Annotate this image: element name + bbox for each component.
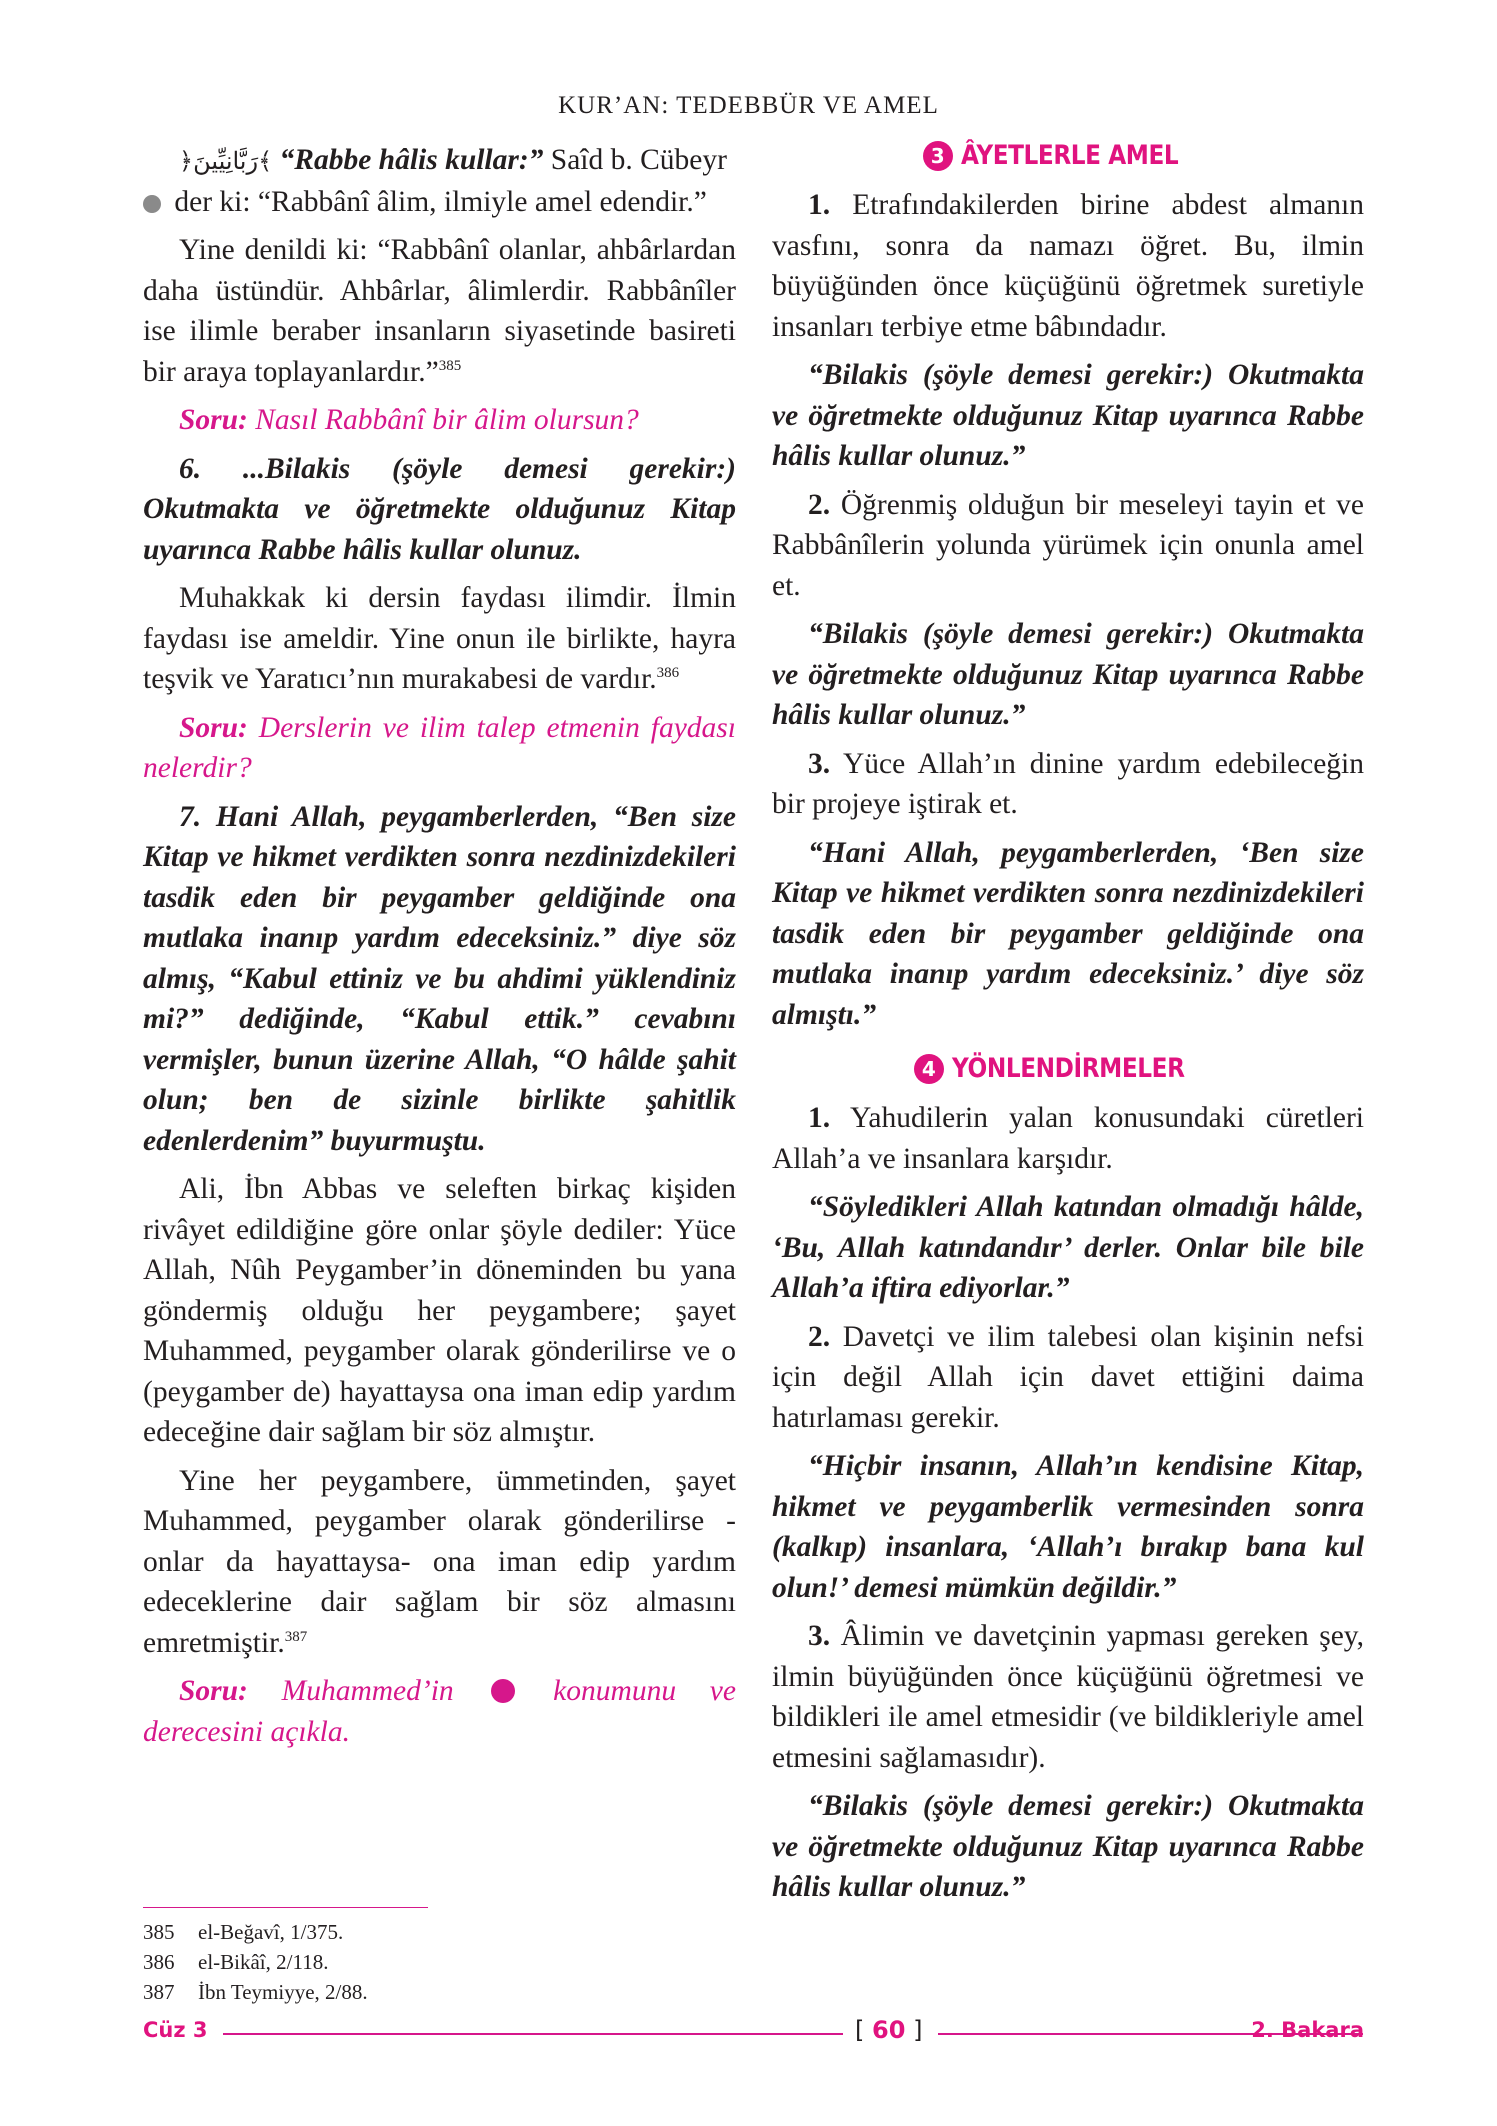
- section-number-badge: 3: [923, 141, 953, 171]
- footnotes: [143, 1917, 368, 2007]
- right-column: [772, 140, 1364, 1916]
- footnote-ref[interactable]: 386: [656, 665, 680, 682]
- section-header-3: [772, 140, 1364, 171]
- list-item: 2. Davetçi ve ilim talebesi olan kişinin nefsi için değil Allah için davet ettiğini daima hatırlaması gerekir.: [772, 1320, 1364, 1434]
- paragraph-text: der ki: “Rabbânî âlim, ilmiyle amel edendir.”: [167, 185, 707, 218]
- footer-rule: [223, 2033, 843, 2035]
- paragraph-rabbani-definition: [143, 140, 736, 222]
- surah-label: 2. Bakara: [1251, 2018, 1364, 2042]
- footnote: 386 el-Bikâî, 2/118.: [143, 1950, 329, 1974]
- list-item: 3. Yüce Allah’ın dinine yardım edebileceğin bir projeye iştirak et.: [772, 747, 1364, 820]
- page-number: [ 60 ]: [855, 2016, 923, 2044]
- paragraph: Ali, İbn Abbas ve seleften birkaç kişiden rivâyet edildiğine göre onlar şöyle dediler: Yüce Allah, Nûh Peygamber’in döneminden bu yana göndermiş olduğu her peygambere; şayet Muhammed, peygamber olarak gönderilirse ve o (peygamber de) hayattaysa ona iman edip yardım edeceğine dair sağlam bir söz almıştır.: [143, 1173, 736, 1448]
- list-item: 1. Yahudilerin yalan konusundaki cüretleri Allah’a ve insanlara karşıdır.: [772, 1102, 1364, 1175]
- question: Soru: Derslerin ve ilim talep etmenin faydası nelerdir?: [143, 711, 736, 784]
- left-column: [143, 140, 736, 1760]
- paragraph: Muhakkak ki dersin faydası ilimdir. İlmin faydası ise ameldir. Yine onun ile birlikte, hayra teşvik ve Yaratıcı’nın murakabesi de vardır.$^{386}$: [143, 582, 736, 695]
- page-footer: [143, 2016, 1364, 2050]
- section-number-badge: 4: [914, 1054, 944, 1084]
- verse-quote: “Hiçbir insanın, Allah’ın kendisine Kitap, hikmet ve peygamberlik vermesinden sonra (kalkıp) insanlara, ‘Allah’ı bırakıp bana kul olun!’ demesi mümkün değildir.”: [772, 1450, 1364, 1604]
- section-title: YÖNLENDİRMELER: [951, 1053, 1185, 1084]
- verse-quote: “Bilakis (şöyle demesi gerekir:) Okutmakta ve öğretmekte olduğunuz Kitap uyarınca Rabbe hâlis kullar olunuz.”: [772, 1790, 1364, 1903]
- list-item: 1. Etrafındakilerden birine abdest almanın vasfını, sonra da namazı öğret. Bu, ilmin büyüğünden önce küçüğünü öğretmek suretiyle insanları terbiye etme bâbındadır.: [772, 189, 1364, 343]
- verse-quote: “Söyledikleri Allah katından olmadığı hâlde, ‘Bu, Allah katındandır’ derler. Onlar bile bile Allah’a iftira ediyorlar.”: [772, 1191, 1364, 1304]
- list-item: 3. Âlimin ve davetçinin yapması gereken şey, ilmin büyüğünden önce küçüğünü öğretmesi ve bildikleri ile amel etmesidir (ve bildikleriyle amel etmesini sağlamasıdır).: [772, 1620, 1364, 1774]
- term-translation: “Rabbe hâlis kullar:”: [279, 144, 544, 176]
- footnote: 387 İbn Teymiyye, 2/88.: [143, 1980, 368, 2004]
- question: Soru: Muhammed’in konumunu ve derecesini açıkla.: [143, 1675, 736, 1748]
- verse-quote: “Bilakis (şöyle demesi gerekir:) Okutmakta ve öğretmekte olduğunuz Kitap uyarınca Rabbe hâlis kullar olunuz.”: [772, 618, 1364, 731]
- list-item: 2. Öğrenmiş olduğun bir meseleyi tayin et ve Rabbânîlerin yolunda yürümek için onunla amel et.: [772, 488, 1364, 602]
- question: Soru: Nasıl Rabbânî bir âlim olursun?: [179, 404, 639, 436]
- section-title: ÂYETLERLE AMEL: [960, 140, 1178, 171]
- question-label: Soru:: [179, 711, 248, 744]
- paragraph: Yine her peygambere, ümmetinden, şayet Muhammed, peygamber olarak gönderilirse -onlar da hayattaysa- ona iman edip yardım edeceklerine dair sağlam bir söz almasını emretmiştir.$^{387}$: [143, 1464, 736, 1659]
- footnote: 385 el-Beğavî, 1/375.: [143, 1920, 344, 1944]
- question-label: Soru:: [179, 1675, 248, 1707]
- paragraph: Yine denildi ki: “Rabbânî olanlar, ahbârlardan daha üstündür. Ahbârlar, âlimlerdir. Rabbânîler ise ilimle beraber insanların siyasetinde basireti bir araya toplayanlardır.”$^{385}$: [143, 234, 736, 388]
- footnote-divider: [143, 1907, 428, 1908]
- question-label: Soru:: [179, 404, 248, 436]
- verse-quote: “Bilakis (şöyle demesi gerekir:) Okutmakta ve öğretmekte olduğunuz Kitap uyarınca Rabbe hâlis kullar olunuz.”: [772, 359, 1364, 472]
- honorific-icon: [143, 195, 161, 213]
- verse-6: 6. ...Bilakis (şöyle demesi gerekir:) Okutmakta ve öğretmekte olduğunuz Kitap uyarınca Rabbe hâlis kullar olunuz.: [143, 452, 736, 566]
- arabic-term: ﴿رَبَّانِيِّينَ﴾: [179, 147, 273, 175]
- salawat-icon: [491, 1679, 515, 1703]
- footnote-ref[interactable]: 387: [284, 1628, 308, 1645]
- verse-7: 7. Hani Allah, peygamberlerden, “Ben size Kitap ve hikmet verdikten sonra nezdinizdekileri tasdik eden bir peygamber geldiğinde ona mutlaka inanıp yardım edeceksiniz.” diye söz almış, “Kabul ettiniz ve bu ahdimi yüklendiniz mi?” dediğinde, “Kabul ettik.” cevabını vermişler, bunun üzerine Allah, “O hâlde şahit olun; ben de sizinle birlikte şahitlik edenlerdenim” buyurmuştu.: [143, 800, 736, 1157]
- paragraph-text: Saîd b. Cübeyr: [543, 144, 727, 176]
- section-header-4: [772, 1053, 1364, 1084]
- footnote-ref[interactable]: 385: [438, 357, 462, 374]
- juz-label: Cüz 3: [143, 2018, 208, 2042]
- verse-quote: “Hani Allah, peygamberlerden, ‘Ben size Kitap ve hikmet verdikten sonra nezdinizdekileri tasdik eden bir peygamber geldiğinde ona mutlaka inanıp yardım edeceksiniz.’ diye söz almıştı.”: [772, 836, 1364, 1031]
- running-title: KUR’AN: TEDEBBÜR VE AMEL: [558, 92, 939, 119]
